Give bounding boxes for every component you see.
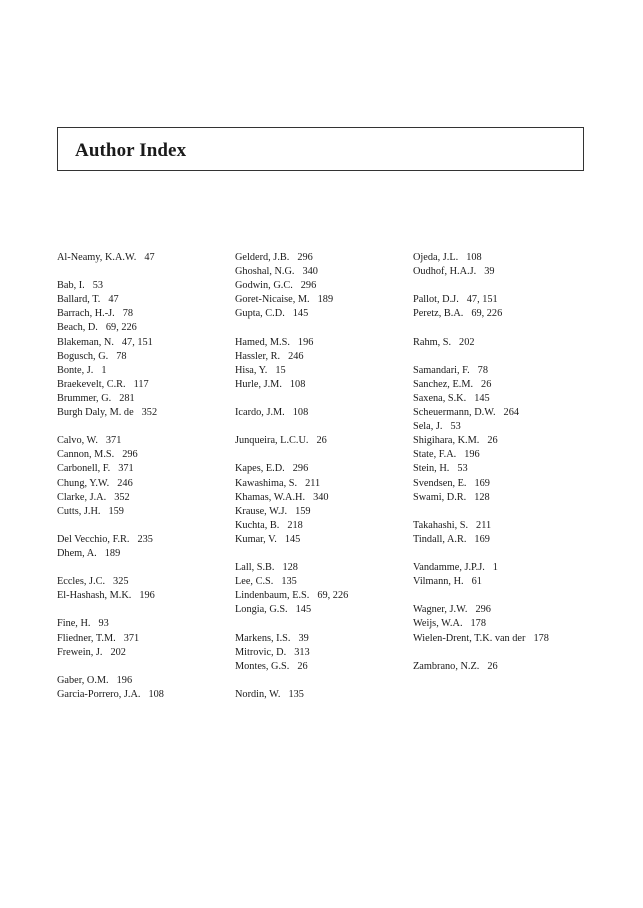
page-numbers: 47, 151	[466, 294, 498, 306]
author-name: Kawashima, S.	[235, 477, 298, 489]
author-name: Blakeman, N.	[57, 336, 114, 348]
author-name: Oudhof, H.A.J.	[413, 266, 477, 278]
page-numbers: 202	[459, 336, 475, 348]
author-name: Svendsen, E.	[413, 477, 467, 489]
author-name: Longia, G.S.	[235, 604, 288, 616]
index-entry	[235, 533, 405, 547]
letter-group	[413, 519, 613, 547]
page-numbers: 39	[484, 266, 495, 278]
index-entry	[235, 307, 405, 321]
index-entry	[235, 251, 405, 265]
index-entry	[57, 378, 227, 392]
index-entry	[413, 632, 613, 646]
page-numbers: 145	[295, 604, 312, 616]
page-numbers: 53	[450, 421, 461, 433]
index-entry	[413, 392, 613, 406]
index-entry	[235, 603, 405, 617]
page-numbers: 325	[113, 576, 129, 588]
author-name: Bab, I.	[57, 280, 85, 292]
letter-group	[235, 462, 405, 547]
index-entry	[235, 589, 405, 603]
page-numbers: 352	[141, 407, 158, 419]
index-entry	[413, 406, 613, 420]
index-entry	[235, 519, 405, 533]
page-numbers: 69, 226	[317, 590, 349, 602]
author-name: Carbonell, F.	[57, 463, 111, 475]
author-name: Ghoshal, N.G.	[235, 266, 295, 278]
author-name: Del Vecchio, F.R.	[57, 533, 130, 545]
page-numbers: 246	[117, 477, 133, 489]
letter-group	[413, 364, 613, 505]
page-numbers: 211	[476, 519, 492, 531]
title-box	[57, 127, 584, 171]
author-name: Hamed, M.S.	[235, 336, 290, 348]
author-name: Gelderd, J.B.	[235, 252, 290, 263]
page-numbers: 128	[282, 562, 298, 574]
page-numbers: 281	[119, 392, 135, 404]
author-name: Scheuermann, D.W.	[413, 407, 496, 419]
index-entry	[57, 589, 227, 603]
letter-group	[413, 561, 613, 589]
page-numbers: 296	[300, 280, 317, 292]
index-entry	[235, 575, 405, 589]
author-name: Peretz, B.A.	[413, 308, 464, 320]
index-entry	[413, 307, 613, 321]
letter-group	[57, 617, 227, 659]
author-name: Tindall, A.R.	[413, 533, 467, 545]
index-entry	[235, 293, 405, 307]
index-entry	[413, 420, 613, 434]
page-numbers: 169	[474, 477, 490, 489]
author-name: Gaber, O.M.	[57, 674, 109, 686]
index-entry	[57, 350, 227, 364]
index-entry	[413, 575, 613, 589]
index-entry	[57, 336, 227, 350]
index-entry	[413, 293, 613, 307]
index-entry	[57, 462, 227, 476]
index-entry	[57, 547, 227, 561]
page-numbers: 1	[492, 562, 498, 574]
page-numbers: 69, 226	[471, 308, 503, 320]
author-name: Montes, G.S.	[235, 660, 290, 672]
letter-group	[57, 279, 227, 420]
letter-group	[235, 251, 405, 321]
author-name: Vilmann, H.	[413, 576, 464, 588]
page-numbers: 128	[474, 491, 490, 503]
author-name: Ojeda, J.L.	[413, 252, 459, 263]
author-name: Kapes, E.D.	[235, 463, 285, 475]
page-numbers: 145	[284, 533, 301, 545]
index-entry	[235, 462, 405, 476]
page-numbers: 53	[92, 280, 104, 292]
author-name: Stein, H.	[413, 463, 450, 475]
index-entry	[413, 519, 613, 533]
page-numbers: 108	[148, 688, 164, 700]
author-name: Zambrano, N.Z.	[413, 660, 480, 672]
index-entry	[57, 688, 227, 702]
author-name: Kuchta, B.	[235, 519, 280, 531]
author-name: Markens, I.S.	[235, 632, 291, 644]
author-name: Krause, W.J.	[235, 505, 288, 517]
page-numbers: 235	[137, 533, 153, 545]
author-name: Cannon, M.S.	[57, 449, 115, 461]
index-entry	[235, 505, 405, 519]
index-entry	[413, 336, 613, 350]
page-title: Author Index	[75, 140, 187, 161]
author-name: Swami, D.R.	[413, 491, 467, 503]
author-name: Samandari, F.	[413, 364, 470, 376]
author-name: Kumar, V.	[235, 533, 277, 545]
letter-group	[413, 251, 613, 279]
index-entry	[235, 688, 405, 702]
page-numbers: 69, 226	[105, 322, 137, 334]
author-name: Eccles, J.C.	[57, 576, 106, 588]
author-name: Khamas, W.A.H.	[235, 491, 306, 503]
author-name: Junqueira, L.C.U.	[235, 435, 309, 447]
index-entry	[57, 364, 227, 378]
page-numbers: 313	[294, 646, 310, 658]
letter-group	[235, 336, 405, 392]
author-name: Weijs, W.A.	[413, 618, 463, 630]
index-entry	[57, 617, 227, 631]
page-numbers: 117	[133, 378, 149, 390]
author-name: Calvo, W.	[57, 435, 98, 447]
index-entry	[413, 251, 613, 265]
page-numbers: 264	[503, 407, 519, 419]
author-name: State, F.A.	[413, 449, 457, 461]
index-entry	[235, 561, 405, 575]
page-numbers: 1	[101, 364, 107, 376]
letter-group	[235, 434, 405, 448]
page-numbers: 78	[122, 308, 134, 320]
letter-group	[57, 251, 227, 265]
page-numbers: 159	[108, 505, 124, 517]
page-numbers: 196	[464, 449, 480, 461]
index-entry	[413, 660, 613, 674]
author-name: Lee, C.S.	[235, 576, 274, 588]
page-numbers: 246	[288, 350, 304, 362]
index-entry	[413, 434, 613, 448]
author-name: Godwin, G.C.	[235, 280, 293, 292]
author-name: Frewein, J.	[57, 646, 103, 658]
page-numbers: 61	[471, 576, 482, 588]
author-name: Saxena, S.K.	[413, 392, 467, 404]
page-numbers: 26	[481, 378, 492, 390]
index-entry	[57, 392, 227, 406]
page-numbers: 15	[275, 364, 286, 376]
page-numbers: 47	[144, 252, 155, 263]
index-entry	[413, 448, 613, 462]
author-name: Wagner, J.W.	[413, 604, 468, 616]
letter-group	[413, 603, 613, 645]
index-column-2	[235, 251, 405, 716]
page-numbers: 296	[475, 604, 491, 616]
author-name: Pallot, D.J.	[413, 294, 459, 306]
page-numbers: 189	[317, 294, 334, 306]
index-column-1	[57, 251, 227, 716]
author-name: Hurle, J.M.	[235, 378, 282, 390]
author-name: Icardo, J.M.	[235, 407, 285, 419]
index-entry	[235, 477, 405, 491]
author-name: Beach, D.	[57, 322, 98, 334]
page-numbers: 26	[487, 435, 498, 447]
index-entry	[57, 575, 227, 589]
letter-group	[235, 561, 405, 617]
author-name: Lindenbaum, E.S.	[235, 590, 310, 602]
author-name: Barrach, H.-J.	[57, 308, 115, 320]
author-name: Chung, Y.W.	[57, 477, 110, 489]
index-entry	[57, 293, 227, 307]
letter-group	[57, 575, 227, 603]
index-entry	[413, 561, 613, 575]
index-entry	[413, 477, 613, 491]
page-numbers: 196	[297, 336, 314, 348]
index-entry	[235, 279, 405, 293]
page-numbers: 352	[114, 491, 130, 503]
index-entry	[57, 307, 227, 321]
author-name: El-Hashash, M.K.	[57, 590, 132, 602]
page-numbers: 78	[477, 364, 488, 376]
page-numbers: 135	[288, 688, 304, 700]
index-entry	[57, 491, 227, 505]
page-numbers: 196	[139, 590, 155, 602]
page-numbers: 78	[116, 350, 127, 362]
page-numbers: 169	[474, 533, 490, 545]
index-entry	[413, 462, 613, 476]
index-entry	[235, 364, 405, 378]
author-name: Takahashi, S.	[413, 519, 469, 531]
author-name: Hisa, Y.	[235, 364, 268, 376]
index-entry	[57, 279, 227, 293]
author-name: Dhem, A.	[57, 547, 97, 559]
author-name: Ballard, T.	[57, 294, 101, 306]
author-name: Hassler, R.	[235, 350, 281, 362]
author-name: Brummer, G.	[57, 392, 112, 404]
index-entry	[235, 265, 405, 279]
letter-group	[235, 632, 405, 674]
page-numbers: 47	[108, 294, 119, 306]
index-entry	[413, 603, 613, 617]
page-numbers: 93	[98, 618, 109, 630]
index-entry	[413, 617, 613, 631]
index-entry	[413, 265, 613, 279]
letter-group	[57, 674, 227, 702]
author-name: Shigihara, K.M.	[413, 435, 480, 447]
author-name: Gupta, C.D.	[235, 308, 285, 320]
author-name: Garcia-Porrero, J.A.	[57, 688, 141, 700]
page-numbers: 340	[302, 266, 318, 278]
index-entry	[57, 533, 227, 547]
author-name: Clarke, J.A.	[57, 491, 107, 503]
author-name: Goret-Nicaise, M.	[235, 294, 310, 306]
index-entry	[57, 505, 227, 519]
index-entry	[57, 448, 227, 462]
page-numbers: 178	[470, 618, 486, 630]
author-name: Fine, H.	[57, 618, 91, 630]
index-entry	[235, 406, 405, 420]
index-entry	[57, 406, 227, 420]
author-name: Bogusch, G.	[57, 350, 109, 362]
page-numbers: 108	[289, 378, 306, 390]
page-numbers: 26	[297, 660, 308, 672]
page-numbers: 178	[533, 632, 549, 644]
index-entry	[57, 477, 227, 491]
author-name: Nordin, W.	[235, 688, 281, 700]
page-numbers: 26	[316, 435, 327, 447]
letter-group	[57, 434, 227, 519]
index-entry	[57, 321, 227, 335]
page-numbers: 135	[281, 576, 297, 588]
page-numbers: 296	[297, 252, 313, 263]
index-entry	[413, 364, 613, 378]
index-entry	[57, 632, 227, 646]
index-entry	[57, 434, 227, 448]
index-entry	[413, 491, 613, 505]
index-entry	[57, 674, 227, 688]
author-name: Al-Neamy, K.A.W.	[57, 252, 137, 263]
page-numbers: 371	[118, 463, 134, 475]
page-numbers: 296	[292, 463, 309, 475]
author-name: Sela, J.	[413, 421, 443, 433]
index-column-3	[413, 251, 613, 688]
page-numbers: 371	[105, 435, 122, 447]
page-numbers: 218	[287, 519, 303, 531]
index-entry	[235, 378, 405, 392]
page-numbers: 26	[487, 660, 498, 672]
page-numbers: 340	[313, 491, 329, 503]
author-name: Sanchez, E.M.	[413, 378, 474, 390]
index-entry	[413, 378, 613, 392]
author-name: Lall, S.B.	[235, 562, 275, 574]
author-name: Wielen-Drent, T.K. van der	[413, 632, 526, 644]
index-entry	[235, 434, 405, 448]
index-entry	[235, 646, 405, 660]
page-numbers: 296	[122, 449, 138, 461]
letter-group	[235, 406, 405, 420]
author-name: Cutts, J.H.	[57, 505, 101, 517]
page-numbers: 196	[116, 674, 133, 686]
author-name: Burgh Daly, M. de	[57, 407, 134, 419]
letter-group	[57, 533, 227, 561]
letter-group	[413, 336, 613, 350]
index-entry	[413, 533, 613, 547]
page-numbers: 47, 151	[121, 336, 153, 348]
author-name: Mitrovic, D.	[235, 646, 287, 658]
index-entry	[235, 336, 405, 350]
page-numbers: 39	[298, 632, 309, 644]
letter-group	[235, 688, 405, 702]
page-numbers: 189	[104, 547, 121, 559]
index-entry	[235, 660, 405, 674]
page-numbers: 371	[123, 632, 140, 644]
page-numbers: 202	[110, 646, 126, 658]
page-numbers: 145	[474, 392, 490, 404]
page-numbers: 159	[295, 505, 311, 517]
letter-group	[413, 293, 613, 321]
author-name: Fliedner, T.M.	[57, 632, 116, 644]
page-numbers: 211	[305, 477, 321, 489]
page-numbers: 108	[292, 407, 309, 419]
author-name: Vandamme, J.P.J.	[413, 562, 485, 574]
index-entry	[235, 350, 405, 364]
page-numbers: 53	[457, 463, 468, 475]
author-name: Bonte, J.	[57, 364, 94, 376]
index-entry	[235, 491, 405, 505]
index-entry	[57, 251, 227, 265]
index-entry	[235, 632, 405, 646]
author-name: Rahm, S.	[413, 336, 452, 348]
page-numbers: 145	[292, 308, 309, 320]
author-name: Braekevelt, C.R.	[57, 378, 126, 390]
letter-group	[413, 660, 613, 674]
index-entry	[57, 646, 227, 660]
page-numbers: 108	[466, 252, 482, 263]
